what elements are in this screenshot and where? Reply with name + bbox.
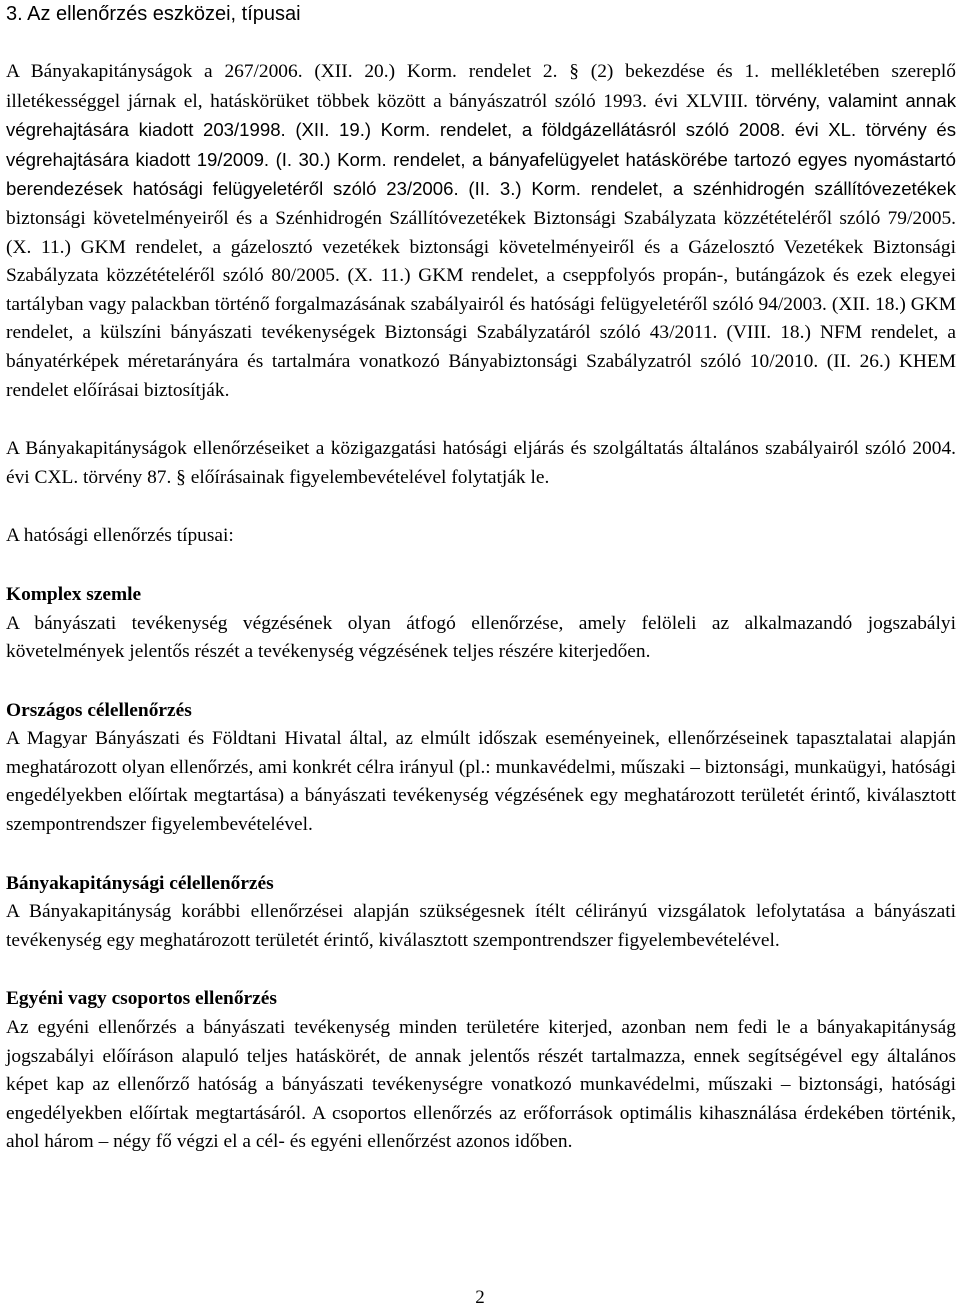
type-text: A Bányakapitányság korábbi ellenőrzései alapján szükségesnek ítélt célirányú vizsgálatok lefolytatása a bányászati tevékenység egy meghatározott területét érintő, kiválasztott szempontrendszer figyelembevételével. [6,901,956,951]
type-text: A bányászati tevékenység végzésének olyan átfogó ellenőrzése, amely felöleli az alkalmazandó jogszabályi követelmények jelentős részét a tevékenység végzésének teljes részére kiterjedően. [6,612,956,663]
type-text: Az egyéni ellenőrzés a bányászati tevékenység minden területére kiterjed, azonban nem fedi le a bányakapitányság jogszabályi előíráson alapuló teljes hatáskörét, de annak jelentős részét tartalmazza, ennek segítségével egy általános képet kap az ellenőrző hatóság a bányászati tevékenységre vonatkozó munkavédelmi, műszaki – biztonsági, hatósági engedélyekben előírtak megtartásáról. A csoportos ellenőrzés az erőforrások optimális kihasználása érdekében történik, ahol három – négy fő végzi el a cél- és egyéni ellenőrzést azonos időben. [6,1017,956,1153]
intro-text-part-a: A Bányakapitányságok a 267/2006. (XII. 20.) Korm. rendelet 2. § (2) bekezdése és 1. mellékletében szereplő illetékességgel járnak el, hatáskörüket többek között a bányászatról szóló 1993. évi XLVIII. [6,61,956,112]
spacer [6,551,956,581]
type-text: A Magyar Bányászati és Földtani Hivatal által, az elmúlt időszak eseményeinek, ellenőrzéseinek tapasztalatai alapján meghatározott olyan ellenőrzés, ami konkrét célra irányul (pl.: munkavédelmi, műszaki – biztonsági, munkaügyi, hatósági engedélyekben előírtak megtartása) a bányászati tevékenység végzésének egy meghatározott területét érintő, kiválasztott szempontrendszer figyelembevételével. [6,728,956,836]
page-number: 2 [475,1287,485,1308]
intro-paragraph-procedure: A Bányakapitányságok ellenőrzéseiket a közigazgatási hatósági eljárás és szolgáltatás általános szabályairól szóló 2004. évi CXL. törvény 87. § előírásainak figyelembevételével folytatják le. [6,438,956,488]
type-block-komplex [6,581,956,667]
intro-paragraph-legal-basis [6,58,956,405]
type-heading: Országos célellenőrzés [6,699,192,721]
spacer [6,667,956,697]
spacer [6,492,956,522]
document-page [6,0,956,1157]
spacer [6,28,956,58]
intro-text-part-b: biztonsági követelményeiről és a Szénhidrogén Szállítóvezetékek Biztonsági Szabályzata közzétételéről szóló 79/2005. (X. 11.) GKM rendelet, a gázelosztó vezetékek biztonsági követelményeiről és a Gázelosztó Vezetékek Biztonsági Szabályzata közzétételéről szóló 80/2005. (X. 11.) GKM rendelet, a cseppfolyós propán-, butángázok és ezek elegyei tartályban vagy palackban történő forgalmazásának szabályairól és hatósági felügyeletéről szóló 94/2003. (XII. 18.) GKM rendelet, a külszíni bányászati tevékenységek Biztonsági Szabályzatáról szóló 43/2011. (VIII. 18.) NFM rendelet, a bányatérképek méretarányára és tartalmára vonatkozó Bányabiztonsági Szabályzatról szóló 10/2010. (II. 26.) KHEM rendelet előírásai biztosítják. [6,207,956,401]
intro-text-part-sans: törvény, valamint annak végrehajtására kiadott 203/1998. (XII. 19.) Korm. rendelet, a földgázellátásról szóló 2008. évi XL. törvény és végrehajtására kiadott 19/2009. (I. 30.) Korm. rendelet, a bányafelügyelet hatáskörébe tartozó egyes nyomástartó berendezések hatósági felügyeletéről szóló 23/2006. (II. 3.) Korm. rendelet, a szénhidrogén szállítóvezetékek [6,89,956,200]
type-block-banyakapitanysagi [6,870,956,956]
type-heading: Komplex szemle [6,583,142,605]
types-intro: A hatósági ellenőrzés típusai: [6,525,234,547]
type-heading: Egyéni vagy csoportos ellenőrzés [6,988,277,1010]
type-block-egyeni [6,985,956,1157]
spacer [6,955,956,985]
section-title: 3. Az ellenőrzés eszközei, típusai [6,3,301,25]
type-block-orszagos [6,697,956,840]
spacer [6,840,956,870]
type-heading: Bányakapitánysági célellenőrzés [6,872,274,894]
spacer [6,405,956,435]
